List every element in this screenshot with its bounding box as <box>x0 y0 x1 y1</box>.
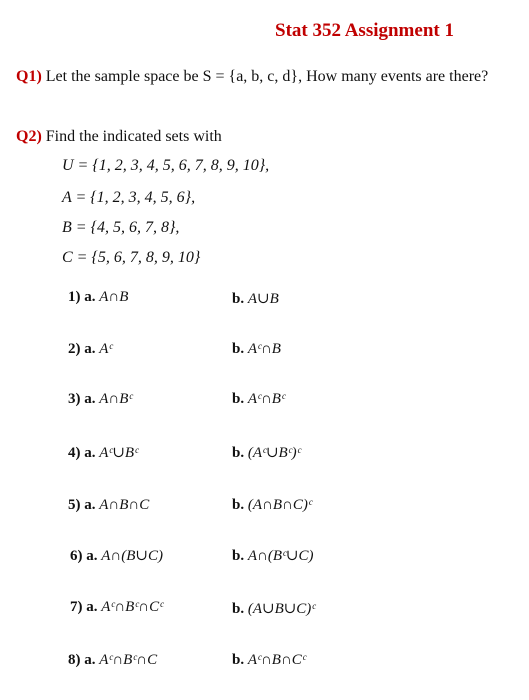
problem-7a <box>70 599 163 616</box>
problem-5b-expression: (A∩B∩C)ᶜ <box>247 497 312 513</box>
problem-8b <box>232 652 306 669</box>
problem-7-number: 7) a. <box>70 599 98 615</box>
problem-2b <box>232 341 281 358</box>
problem-8b-label: b. <box>232 652 245 668</box>
problem-7a-expression: Aᶜ∩Bᶜ∩Cᶜ <box>101 599 164 615</box>
problem-7b-label: b. <box>232 601 245 617</box>
problem-8b-expression: Aᶜ∩B∩Cᶜ <box>247 652 306 668</box>
page-title: Stat 352 Assignment 1 <box>275 20 454 41</box>
problem-4-number: 4) a. <box>68 445 96 461</box>
problem-1-number: 1) a. <box>68 289 96 305</box>
set-a: A = {1, 2, 3, 4, 5, 6}, <box>62 189 196 206</box>
problem-5-number: 5) a. <box>68 497 96 513</box>
problem-1b <box>232 289 279 308</box>
problem-3b-label: b. <box>232 391 245 407</box>
problem-4a <box>68 443 138 462</box>
problem-1b-expression: A∪B <box>247 291 279 307</box>
problem-2b-expression: Aᶜ∩B <box>247 341 281 357</box>
problem-6b-expression: A∩(Bᶜ∪C) <box>247 548 314 564</box>
problem-3a <box>68 391 132 408</box>
problem-1a-expression: A∩B <box>99 289 129 305</box>
problem-4a-expression: Aᶜ∪Bᶜ <box>99 445 139 461</box>
problem-4b-expression: (Aᶜ∪Bᶜ)ᶜ <box>247 445 301 461</box>
problem-3-number: 3) a. <box>68 391 96 407</box>
problem-5b-label: b. <box>232 497 245 513</box>
problem-4b-label: b. <box>232 445 245 461</box>
problem-3b <box>232 391 285 408</box>
question-1-number: Q1) <box>16 68 42 85</box>
problem-2-number: 2) a. <box>68 341 96 357</box>
problem-3b-expression: Aᶜ∩Bᶜ <box>247 391 285 407</box>
problem-8a-expression: Aᶜ∩Bᶜ∩C <box>99 652 158 668</box>
problem-8a <box>68 652 157 669</box>
set-c: C = {5, 6, 7, 8, 9, 10} <box>62 249 201 266</box>
problem-6b-label: b. <box>232 548 245 564</box>
problem-5b <box>232 497 312 514</box>
problem-1b-label: b. <box>232 291 245 307</box>
question-1 <box>16 68 488 86</box>
problem-6a <box>70 546 163 565</box>
problem-7b-expression: (A∪B∪C)ᶜ <box>247 601 316 617</box>
problem-7b <box>232 599 315 618</box>
set-b: B = {4, 5, 6, 7, 8}, <box>62 219 180 236</box>
question-2-number: Q2) <box>16 128 42 145</box>
question-2 <box>16 128 222 146</box>
problem-2a <box>68 341 112 358</box>
problem-2b-label: b. <box>232 341 245 357</box>
problem-6-number: 6) a. <box>70 548 98 564</box>
problem-6b <box>232 546 314 565</box>
question-1-text: Let the sample space be S = {a, b, c, d}, How many events are there? <box>45 68 489 85</box>
question-2-text: Find the indicated sets with <box>45 128 222 145</box>
problem-6a-expression: A∩(B∪C) <box>101 548 163 564</box>
problem-5a-expression: A∩B∩C <box>99 497 150 513</box>
problem-3a-expression: A∩Bᶜ <box>99 391 133 407</box>
set-u: U = {1, 2, 3, 4, 5, 6, 7, 8, 9, 10}, <box>62 157 270 174</box>
problem-8-number: 8) a. <box>68 652 96 668</box>
problem-1a <box>68 289 128 306</box>
problem-2a-expression: Aᶜ <box>99 341 113 357</box>
problem-5a <box>68 497 149 514</box>
problem-4b <box>232 443 301 462</box>
